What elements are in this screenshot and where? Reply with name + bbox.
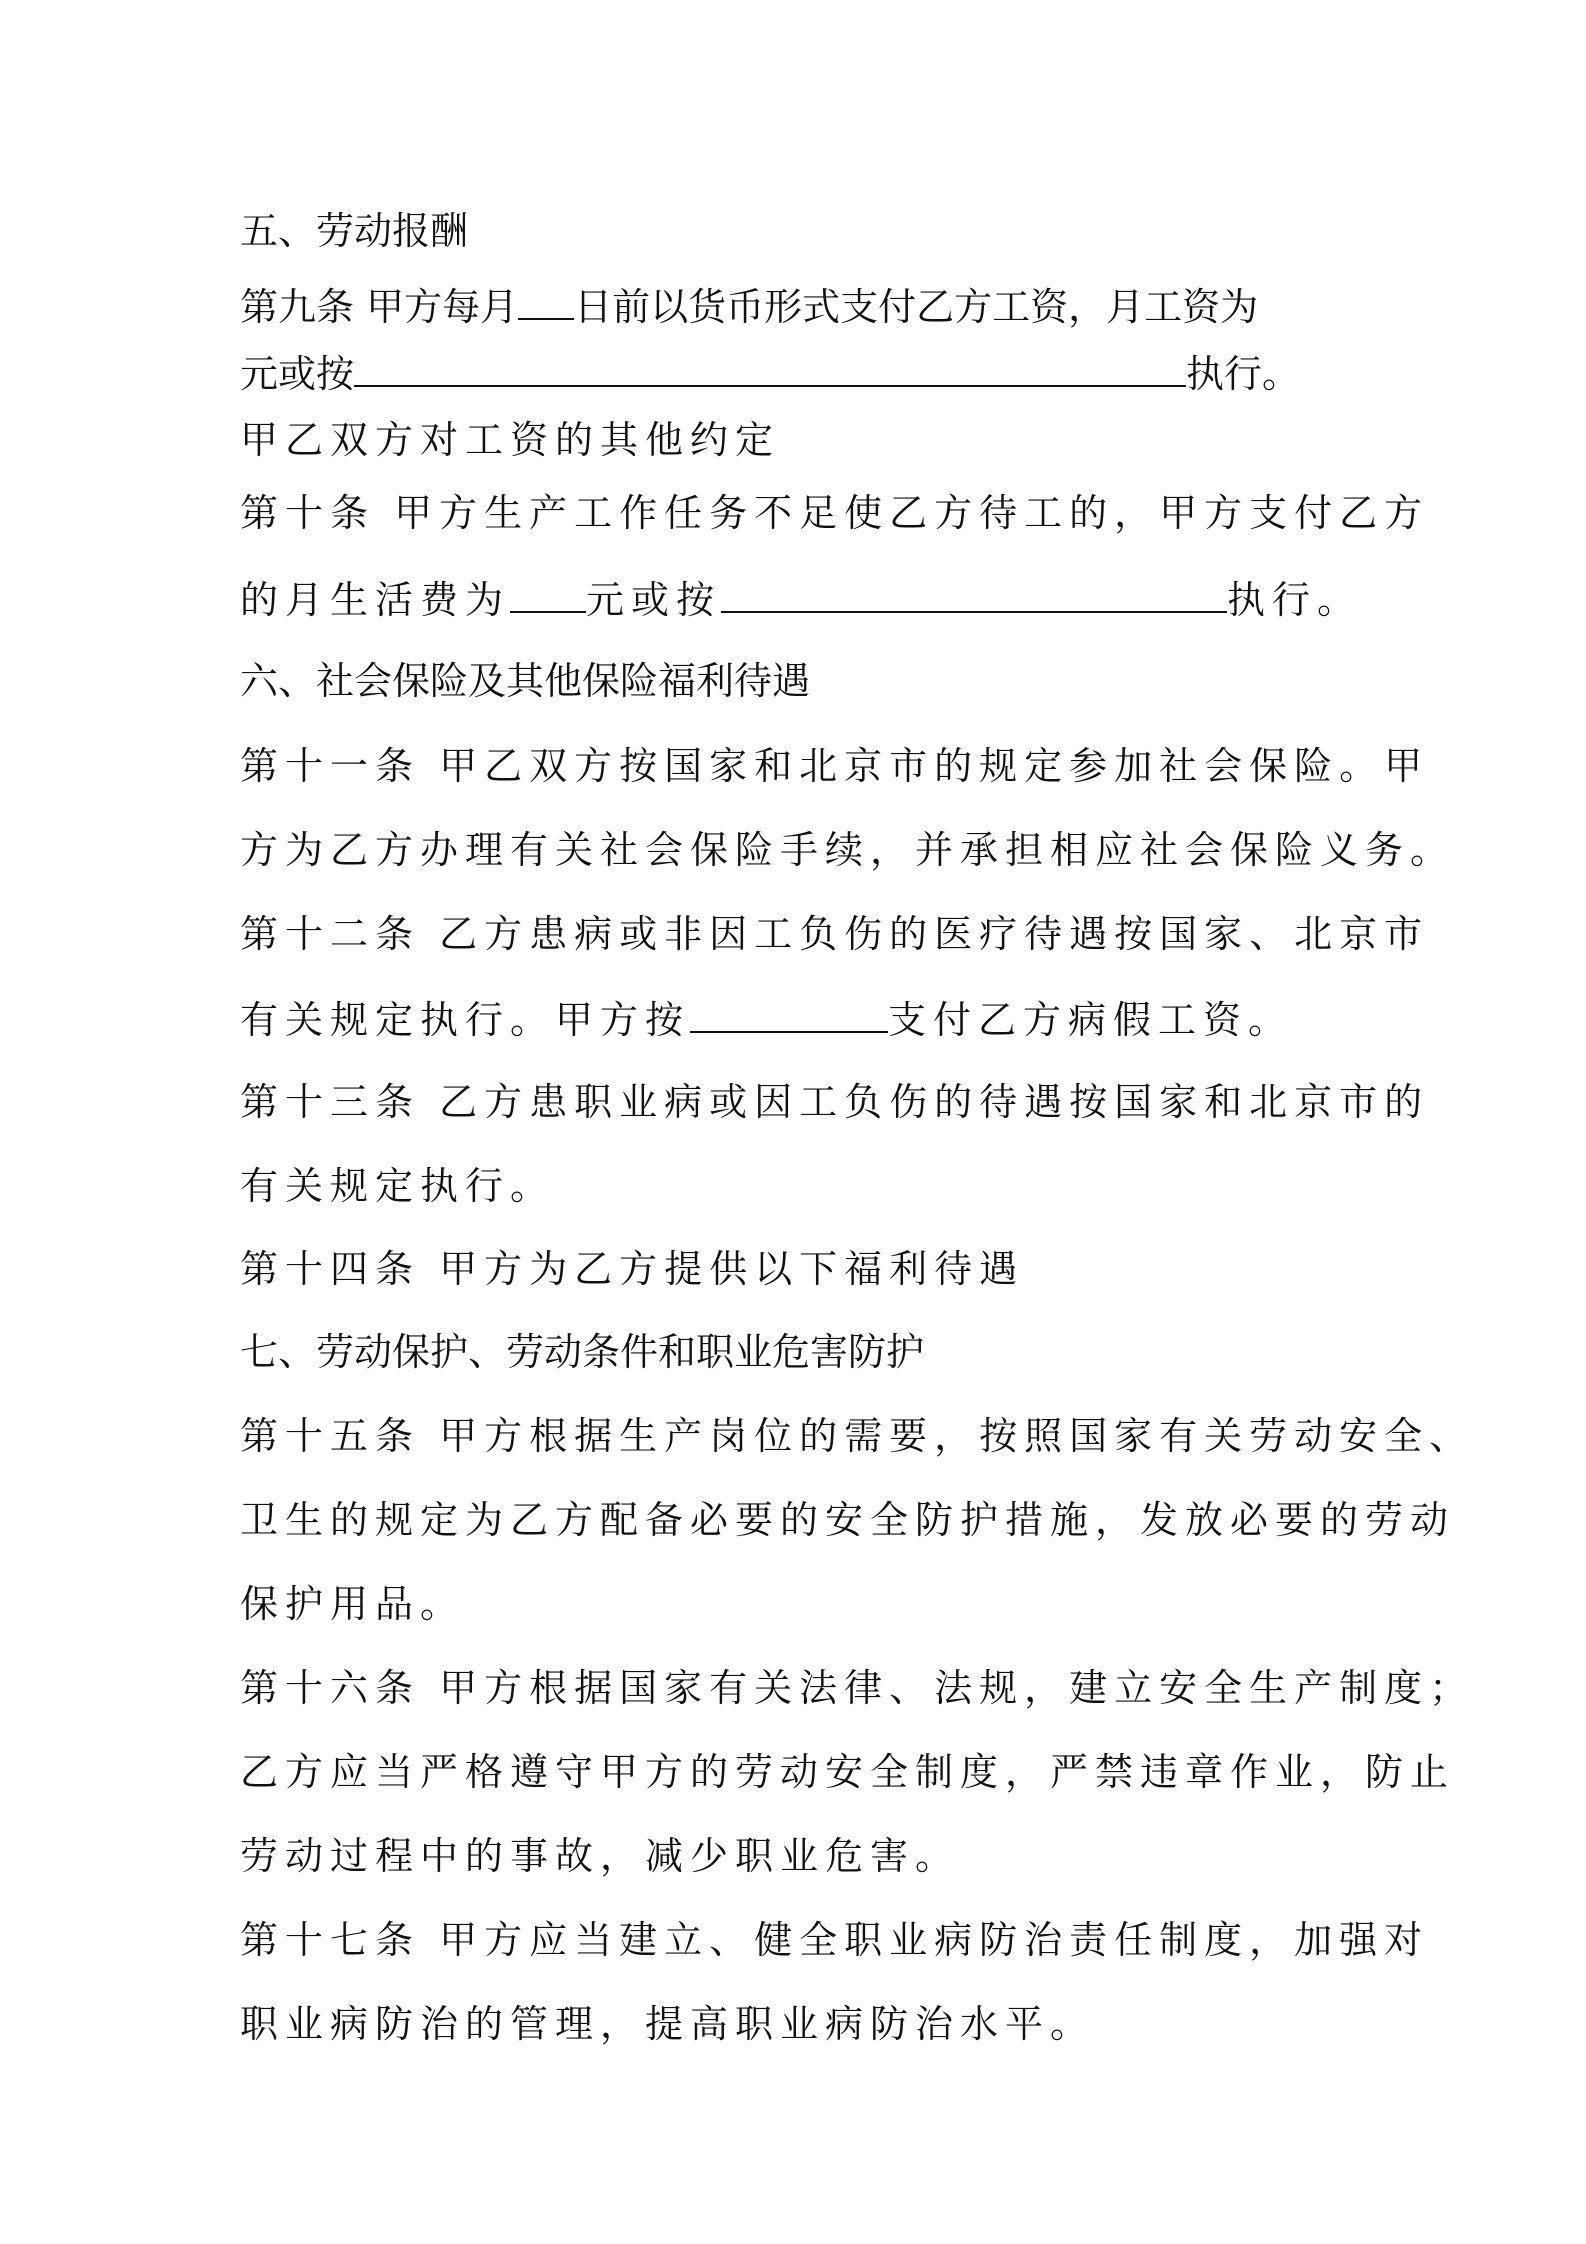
article-12-line-2-prefix: 有关规定执行。甲方按 <box>240 998 691 1042</box>
article-13-line-1-text: 第十三条 乙方患职业病或因工负伤的待遇按国家和北京市的 <box>240 1080 1430 1124</box>
article-12-line-2-suffix: 支付乙方病假工资。 <box>888 998 1294 1042</box>
section-heading-5 <box>240 206 468 256</box>
article-10-line-2-prefix: 的月生活费为 <box>240 578 511 622</box>
article-15-line-1 <box>240 1411 1474 1461</box>
article-15-line-2 <box>240 1495 1455 1545</box>
article-17-line-2 <box>240 1999 1095 2049</box>
article-15-line-2-text: 卫生的规定为乙方配备必要的安全防护措施，发放必要的劳动 <box>240 1498 1456 1542</box>
article-9-line-1 <box>240 280 1258 332</box>
article-12-line-2 <box>240 993 1293 1045</box>
article-9-line-3 <box>240 415 780 465</box>
article-11-line-2 <box>240 825 1455 875</box>
article-9-line-2-prefix: 元或按 <box>240 352 355 396</box>
article-10-line-2-mid: 元或按 <box>586 578 722 622</box>
article-12-line-1-text: 第十二条 乙方患病或非因工负伤的医疗待遇按国家、北京市 <box>240 912 1430 956</box>
article-9-line-2 <box>240 347 1300 399</box>
wage-basis-blank <box>354 347 1186 387</box>
article-9-line-1-suffix: 日前以货币形式支付乙方工资，月工资为 <box>574 285 1259 329</box>
article-16-line-1-text: 第十六条 甲方根据国家有关法律、法规，建立安全生产制度； <box>240 1666 1475 1710</box>
article-17-line-1 <box>240 1915 1429 1965</box>
article-15-line-3 <box>240 1579 465 1629</box>
article-11-line-1-text: 第十一条 甲乙双方按国家和北京市的规定参加社会保险。甲 <box>240 744 1430 788</box>
article-10-line-2 <box>240 573 1362 625</box>
article-9-line-1-prefix: 第九条 甲方每月 <box>240 285 519 329</box>
article-16-line-1 <box>240 1663 1474 1713</box>
article-16-line-3-text: 劳动过程中的事故，减少职业危害。 <box>240 1834 961 1878</box>
article-17-line-2-text: 职业病防治的管理，提高职业病防治水平。 <box>240 2002 1096 2046</box>
article-17-line-1-text: 第十七条 甲方应当建立、健全职业病防治责任制度，加强对 <box>240 1918 1430 1962</box>
article-15-line-1-text: 第十五条 甲方根据生产岗位的需要，按照国家有关劳动安全、 <box>240 1414 1475 1458</box>
pay-day-blank <box>518 280 574 320</box>
article-13-line-2-text: 有关规定执行。 <box>240 1164 556 1208</box>
article-14-line-1-text: 第十四条 甲方为乙方提供以下福利待遇 <box>240 1247 1025 1291</box>
sick-pay-basis-blank <box>690 993 888 1033</box>
section-heading-5-text: 五、劳动报酬 <box>240 209 469 253</box>
article-12-line-1 <box>240 909 1429 959</box>
article-16-line-2-text: 乙方应当严格遵守甲方的劳动安全制度，严禁违章作业，防止 <box>240 1750 1456 1794</box>
article-10-line-1 <box>240 488 1429 538</box>
article-9-line-3-text: 甲乙双方对工资的其他约定 <box>240 418 781 462</box>
article-10-line-2-suffix: 执行。 <box>1227 578 1363 622</box>
article-13-line-1 <box>240 1077 1429 1127</box>
article-16-line-2 <box>240 1747 1455 1797</box>
section-heading-7-text: 七、劳动保护、劳动条件和职业危害防护 <box>240 1330 925 1374</box>
article-11-line-1 <box>240 741 1429 791</box>
section-heading-7 <box>240 1327 924 1377</box>
living-allowance-blank <box>510 573 586 613</box>
article-9-line-2-suffix: 执行。 <box>1186 352 1301 396</box>
article-10-line-1-text: 第十条 甲方生产工作任务不足使乙方待工的，甲方支付乙方 <box>240 491 1430 535</box>
article-16-line-3 <box>240 1831 960 1881</box>
living-allowance-basis-blank <box>721 573 1227 613</box>
article-11-line-2-text: 方为乙方办理有关社会保险手续，并承担相应社会保险义务。 <box>240 828 1456 872</box>
article-15-line-3-text: 保护用品。 <box>240 1582 466 1626</box>
article-14-line-1 <box>240 1244 1024 1294</box>
section-heading-6 <box>240 656 810 706</box>
article-13-line-2 <box>240 1161 555 1211</box>
section-heading-6-text: 六、社会保险及其他保险福利待遇 <box>240 659 811 703</box>
